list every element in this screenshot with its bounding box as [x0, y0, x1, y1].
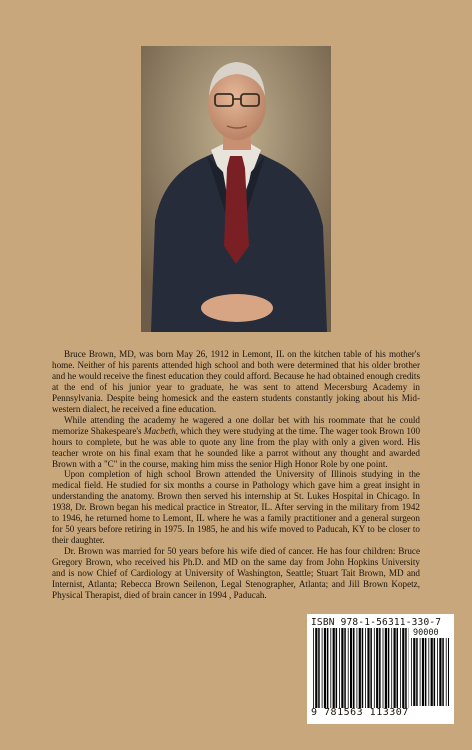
bio-paragraph-academy-part2: , which they were studying at the time. The wager took Brown 100 hours to complete, but he was able to quote any line from the play with only a given word. His teacher wrote on his final exam that he sounded like a parrot without any thought and awarded Brown with a "C" in the course, making him miss the senior High Honor Role by one point. [52, 425, 421, 469]
bio-paragraph-academy-part1: While attending the academy he wagered a one dollar bet with his roommate that he could memorize Shakespeare's [52, 414, 420, 436]
bio-paragraph-birth: Bruce Brown, MD, was born May 26, 1912 in Lemont, IL on the kitchen table of his mother's home. Neither of his parents attended high school and both were determined that his older brother and he would receive the finest education they could afford. Because he had obtained enough credits at the end of his junior year to graduate, he was sent to attend Mecersburg Academy in Pennsylvania. Despite being homesick and the eastern students constantly joking about his Mid-western dialect, he received a fine education. [52, 349, 420, 414]
bio-paragraph-family: Dr. Brown was married for 50 years before his wife died of cancer. He has four children: Bruce Gregory Brown, who received his Ph.D. and MD on the same day from John Hopkins University and is now Chief of Cardiology at University of Washington, Seattle; Stuart Tait Brown, MD and Internist, Atlanta; Rebecca Brown Seilenon, Legal Stenographer, Atlanta; and Jill Brown Kopetz, Physical Therapist, died of brain cancer in 1994 , Paducah. [52, 546, 420, 600]
isbn-number: ISBN 978-1-56311-330-7 [311, 617, 442, 628]
macbeth-title: Macbeth [143, 425, 176, 436]
price-code: 90000 [413, 628, 439, 638]
biography-text [52, 349, 420, 601]
bio-paragraph-academy [52, 415, 420, 470]
isbn-barcode [307, 614, 454, 724]
ean-number: 9 781563 113307 [311, 707, 409, 718]
author-portrait [141, 46, 331, 332]
portrait-photo-icon [141, 46, 331, 332]
addon-bars-icon [411, 638, 449, 706]
ean-bars-icon [313, 628, 409, 708]
bio-paragraph-career: Upon completion of high school Brown attended the University of Illinois studying in the medical field. He studied for six months a course in Pathology which gave him a great insight in understanding the anatomy. Brown then served his internship at St. Lukes Hospital in Chicago. In 1938, Dr. Brown began his medical practice in Streator, IL. After serving in the military from 1942 to 1946, he returned home to Lemont, IL where he was a family practitioner and a general surgeon for 50 years before retiring in 1975. In 1985, he and his wife moved to Paducah, KY to be closer to their daughter. [52, 469, 420, 546]
